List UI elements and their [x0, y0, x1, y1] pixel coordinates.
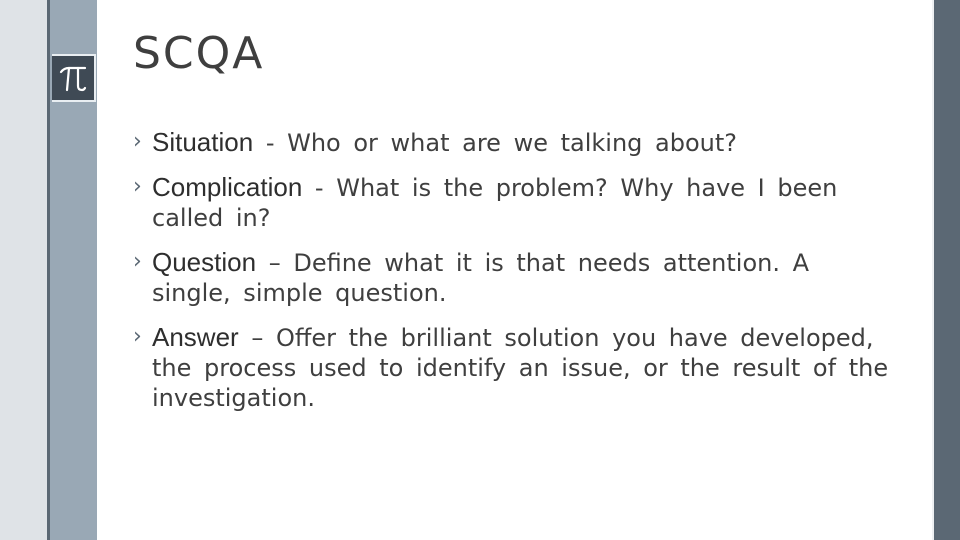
bullet-term: Question — [152, 247, 257, 277]
bullet-text: – Define what it is that needs attention. A single, simple question. — [152, 249, 810, 307]
bullet-text: – Offer the brilliant solution you have developed, the process used to identify an issue, or the result of the investigation. — [152, 324, 889, 412]
bullet-situation — [130, 127, 890, 158]
bullet-question — [130, 247, 890, 308]
bullet-marker: › — [133, 324, 142, 349]
bullet-term: Answer — [152, 322, 239, 352]
bullet-answer — [130, 322, 890, 413]
left-decor-strip — [0, 0, 47, 540]
bullet-text: - What is the problem? Why have I been called in? — [152, 174, 838, 232]
bullet-marker: › — [133, 249, 142, 274]
bullet-complication — [130, 172, 890, 233]
pi-logo-box — [52, 54, 96, 102]
right-accent-strip — [934, 0, 960, 540]
bullet-term: Situation — [152, 127, 254, 157]
bullet-marker: › — [133, 129, 142, 154]
bullet-term: Complication — [152, 172, 303, 202]
bullet-list — [130, 127, 890, 413]
slide-title: SCQA — [133, 28, 265, 79]
pi-icon — [58, 64, 88, 94]
bullet-text: - Who or what are we talking about? — [253, 129, 737, 157]
bullet-marker: › — [133, 174, 142, 199]
